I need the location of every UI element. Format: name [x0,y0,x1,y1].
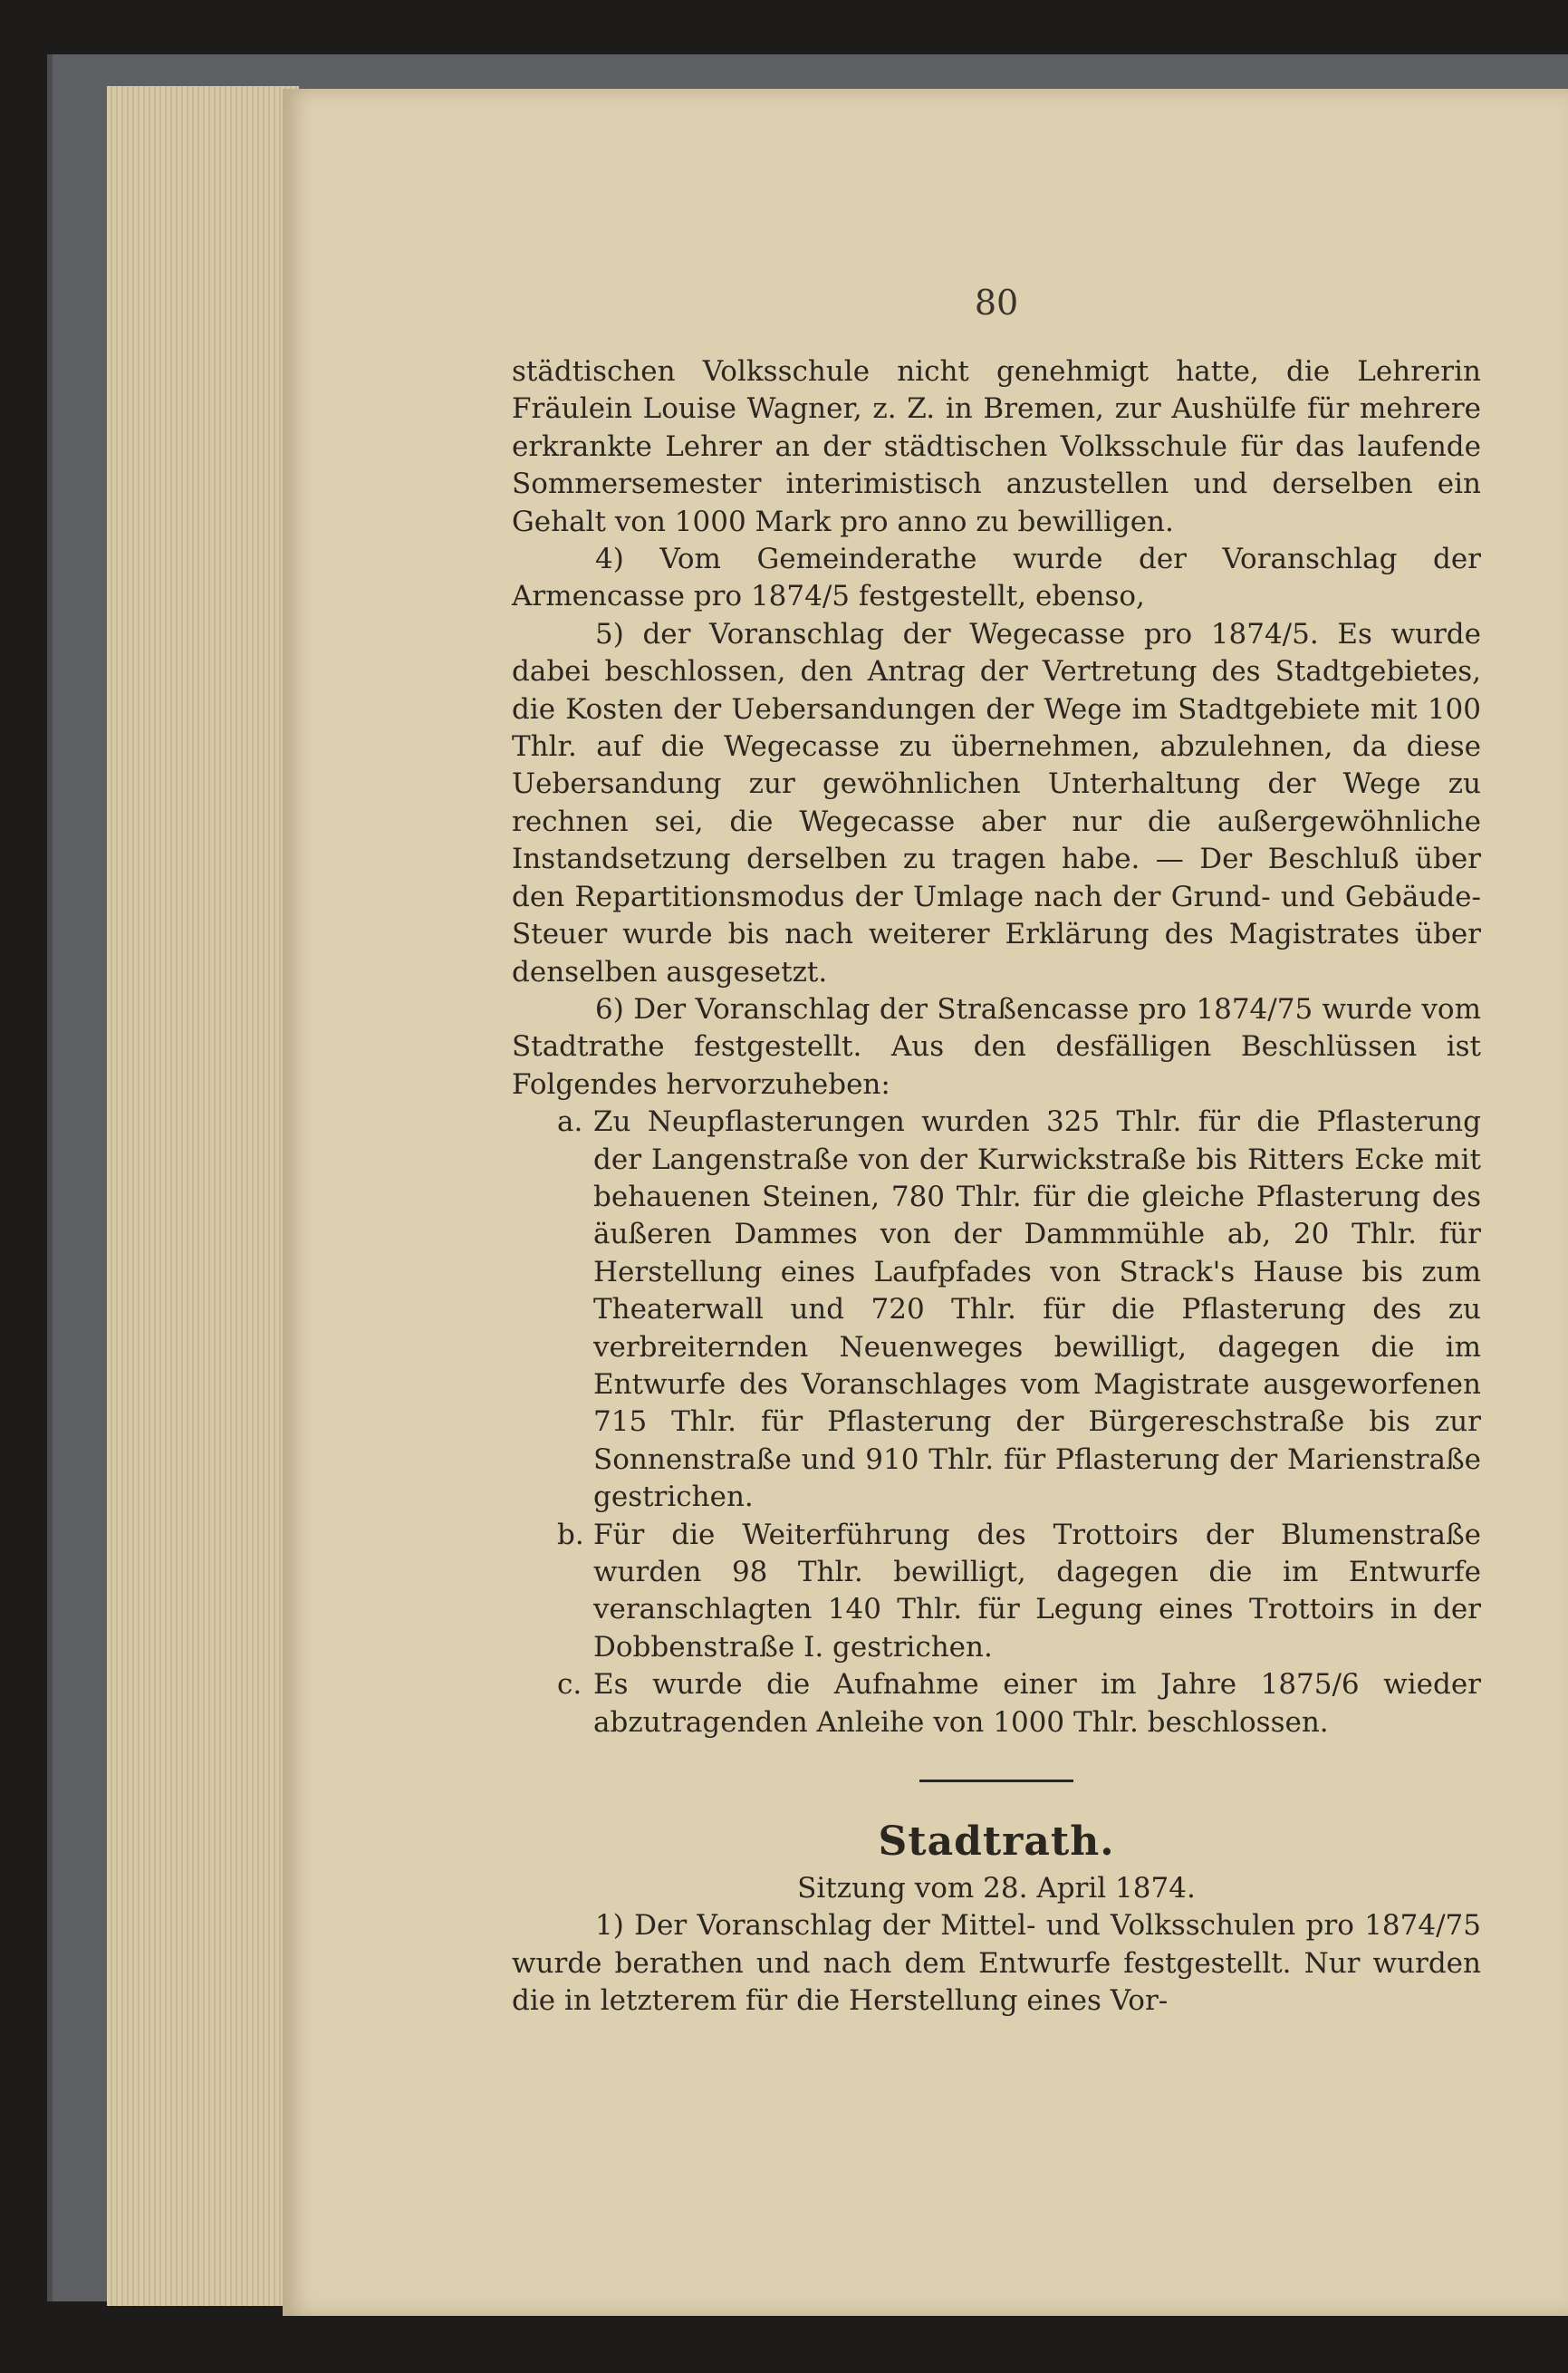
page-content [512,283,1481,2021]
section-divider [919,1780,1073,1782]
sub-item-c [512,1666,1481,1741]
paragraph-item-4: 4) Vom Gemeinderathe wurde der Voranschlag der Armencasse pro 1874/5 festgestellt, ebenso, [512,543,1481,613]
sub-item-letter: a. [557,1105,583,1139]
sub-item-letter: c. [557,1668,582,1702]
paragraph-continuation: städtischen Volksschule nicht genehmigt hatte, die Lehrerin Fräulein Louise Wagner, z. Z. in Bremen, zur Aushülfe für mehrere erkrankte Lehrer an der städtischen Volksschule für das laufende Sommersemester interimistisch anzustellen und derselben ein Gehalt von 1000 Mark pro anno zu bewilligen. [512,355,1481,538]
sub-item-text: Für die Weiterführung des Trottoirs der Blumenstraße wurden 98 Thlr. bewilligt, dagegen die im Entwurfe veranschlagten 140 Thlr. für Legung eines Trottoirs in der Dobbenstraße I. gestrichen. [593,1518,1481,1664]
page-number: 80 [974,283,1019,323]
sub-item-b [512,1517,1481,1667]
paragraph-item-5: 5) der Voranschlag der Wegecasse pro 1874/5. Es wurde dabei beschlossen, den Antrag der Vertretung des Stadtgebietes, die Kosten der Uebersandungen der Wege im Stadtgebiete mit 100 Thlr. auf die Wegecasse zu übernehmen, abzulehnen, da diese Uebersandung zur gewöhnlichen Unterhaltung der Wege zu rechnen sei, die Wegecasse aber nur die außergewöhnliche Instandsetzung derselben zu tragen habe. — Der Beschluß über den Repartitionsmodus der Umlage nach der Grund- und Gebäude-Steuer wurde bis nach weiterer Erklärung des Magistrates über denselben ausgesetzt. [512,617,1481,989]
sub-item-letter: b. [557,1518,584,1551]
paragraph-item-6: 6) Der Voranschlag der Straßencasse pro 1874/75 wurde vom Stadtrathe festgestellt. Aus den desfälligen Beschlüssen ist Folgendes hervorzuheben: [512,992,1481,1101]
page-edges [107,86,299,2306]
session-date: Sitzung vom 28. April 1874. [797,1872,1196,1905]
section-title: Stadtrath. [878,1818,1115,1866]
sub-item-text: Zu Neupflasterungen wurden 325 Thlr. für die Pflasterung der Langenstraße von der Kurwickstraße bis Ritters Ecke mit behauenen Steinen, 780 Thlr. für die gleiche Pflasterung des äußeren Dammes von der Dammmühle ab, 20 Thlr. für Herstellung eines Laufpfades von Strack's Hause bis zum Theaterwall und 720 Thlr. für die Pflasterung des zu verbreiternden Neuenweges bewilligt, dagegen die im Entwurfe des Voranschlages vom Magistrate ausgeworfenen 715 Thlr. für Pflasterung der Bürgereschstraße bis zur Sonnenstraße und 910 Thlr. für Pflasterung der Marienstraße gestrichen. [593,1105,1481,1514]
paragraph-stadtrath-1: 1) Der Voranschlag der Mittel- und Volksschulen pro 1874/75 wurde berathen und nach dem Entwurfe festgestellt. Nur wurden die in letzterem für die Herstellung eines Vor- [512,1909,1481,2018]
sub-item-text: Es wurde die Aufnahme einer im Jahre 1875/6 wieder abzutragenden Anleihe von 1000 Thlr. beschlossen. [593,1668,1481,1739]
sub-item-a [512,1104,1481,1516]
